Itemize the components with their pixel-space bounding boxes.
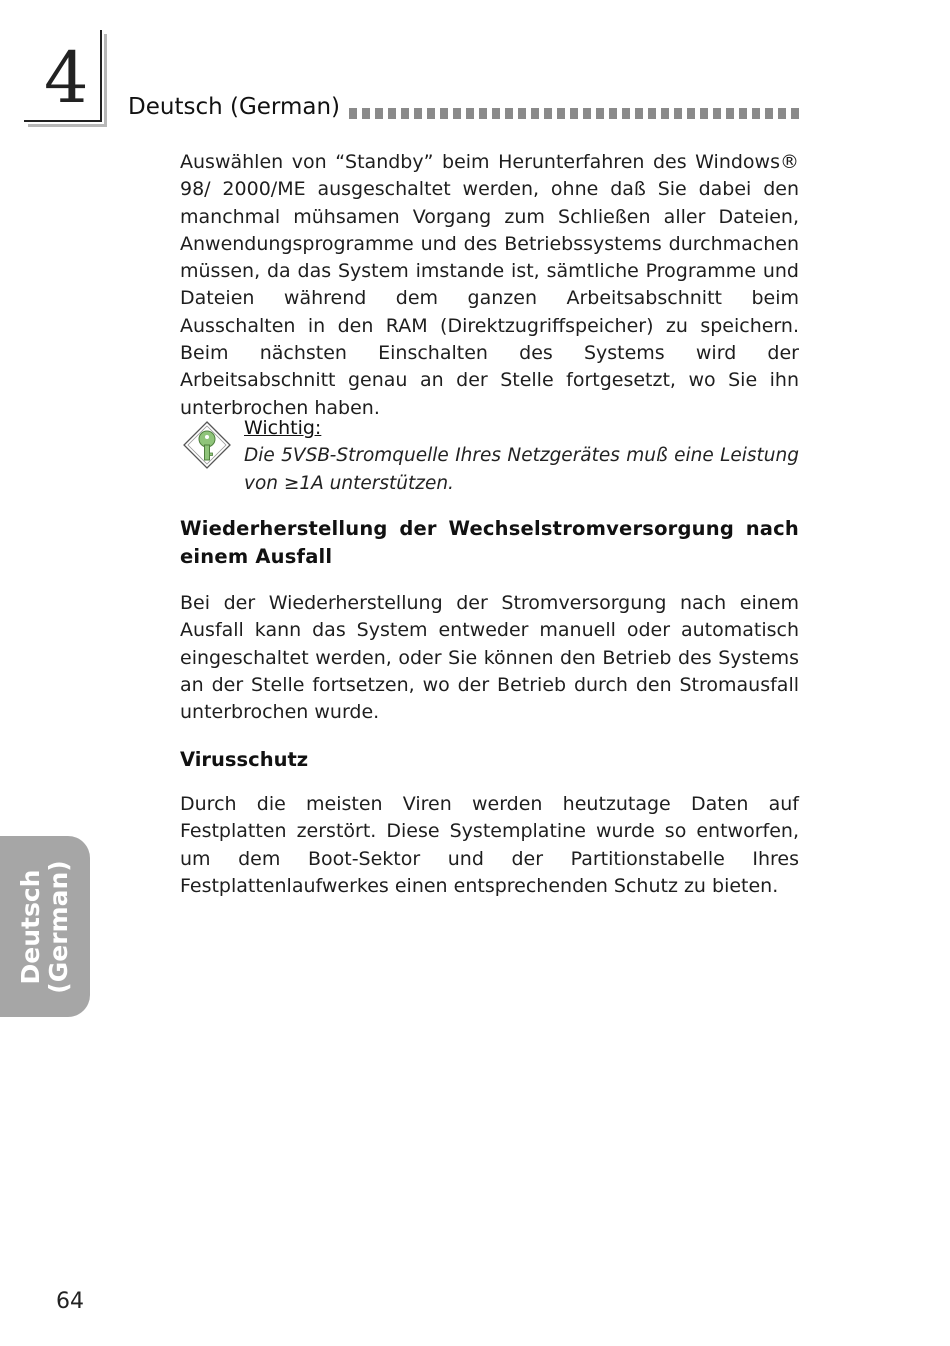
page-number: 64 <box>56 1289 84 1314</box>
note-text: Die 5VSB-Stromquelle Ihres Netzgerätes muß eine Leistung von ≥1A unterstützen. <box>244 445 799 494</box>
paragraph-power-restore: Bei der Wiederherstellung der Stromversorgung nach einem Ausfall kann das System entweder manuell oder automatisch eingeschaltet werden, oder Sie können den Betrieb des Systems an der Stelle fortsetzen, wo der Betrieb durch den Stromausfall unterbrochen wurde. <box>180 592 799 724</box>
subheading-power-restore: Wiederherstellung der Wechselstromversorgung nach einem Ausfall <box>180 517 799 568</box>
chapter-rule-shadow <box>28 124 107 127</box>
subheading-virus: Virusschutz <box>180 748 309 771</box>
paragraph-intro: Auswählen von “Standby” beim Herunterfahren des Windows® 98/ 2000/ME ausgeschaltet werden, ohne daß Sie dabei den manchmal mühsamen Vorgang zum Schließen aller Dateien, Anwendungsprogramme und des Betriebssystems durchmachen müssen, da das System imstande ist, sämtliche Programme und Dateien während dem ganzen Arbeitsabschnitt beim Ausschalten in den RAM (Direktzugriffspeicher) zu speichern. Beim nächsten Einschalten des Systems wird der Arbeitsabschnitt genau an der Stelle fortgesetzt, wo Sie ihn unterbrochen haben. <box>180 151 799 419</box>
dot-leader <box>349 108 801 119</box>
side-tab-line1: Deutsch <box>16 869 45 984</box>
chapter-rule-shadow <box>104 34 107 126</box>
paragraph-virus: Durch die meisten Viren werden heutzutage Daten auf Festplatten zerstört. Diese Systemplatine wurde so entworfen, um dem Boot-Sektor und der Partitionstabelle Ihres Festplattenlaufwerkes einen entsprechenden Schutz zu bieten. <box>180 793 799 897</box>
chapter-rule <box>100 30 102 122</box>
section-title: Deutsch (German) <box>128 94 341 120</box>
note-title: Wichtig: <box>244 417 322 439</box>
chapter-rule <box>24 120 102 122</box>
side-tab-line2: (German) <box>44 859 73 994</box>
chapter-number: 4 <box>44 37 89 119</box>
side-tab-label <box>17 860 73 993</box>
language-side-tab <box>0 836 90 1017</box>
key-diamond-icon <box>182 420 232 470</box>
